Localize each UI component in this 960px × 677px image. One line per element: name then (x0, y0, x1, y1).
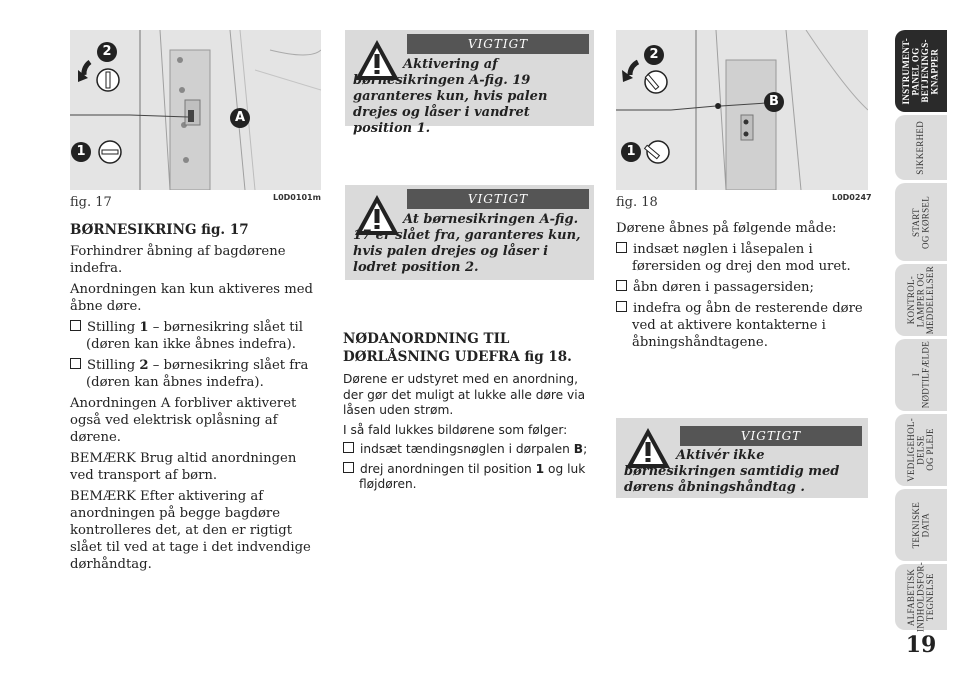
marker-2: 2 (97, 42, 117, 62)
note: BEMÆRK Brug altid anordningen ved transport af børn. (70, 451, 297, 483)
warning-label: VIGTIGT (680, 426, 862, 446)
list-item: drej anordningen til position 1 og luk fløjdøren. (343, 462, 596, 493)
checkbox-bullet-icon (343, 462, 354, 473)
paragraph: I så fald lukkes bildørene som følger: (343, 422, 568, 437)
tab-starting-driving[interactable] (895, 183, 947, 261)
figure-17 (70, 30, 321, 190)
paragraph: Dørene åbnes på følgende måde: (616, 221, 837, 236)
checkbox-bullet-icon (70, 358, 81, 369)
paragraph: Forhindrer åbning af bagdørene indefra. (70, 244, 286, 276)
left-column (70, 222, 322, 577)
list-item: Stilling 2 – børnesikring slået fra (døren kan åbnes indefra). (70, 357, 322, 391)
tab-warning-lights[interactable] (895, 264, 947, 336)
checkbox-bullet-icon (616, 301, 627, 312)
list-item: Stilling 1 – børnesikring slået til (døren kan ikke åbnes indefra). (70, 319, 322, 353)
section-heading-child-lock: BØRNESIKRING fig. 17 (70, 222, 249, 238)
figure-18 (616, 30, 868, 190)
tab-label: TEKNISKE DATA (910, 501, 930, 549)
marker-1: 1 (71, 142, 91, 162)
tab-label: VEDLIGEHOL- DELSE OG PLEJE (905, 418, 935, 482)
section-heading-emergency-lock: NØDANORDNING TIL DØRLÅSNING UDEFRA fig 18. (343, 331, 572, 365)
tab-index[interactable] (895, 561, 947, 633)
tab-safety[interactable] (895, 115, 947, 180)
page-number: 19 (905, 632, 937, 658)
tab-label: I NØDTILFÆLDE (910, 341, 930, 409)
paragraph: Dørene er udstyret med en anordning, der gør det muligt at lukke alle døre via låsen uden strøm. (343, 372, 586, 417)
list-item: indsæt tændingsnøglen i dørpalen B; (343, 442, 596, 458)
checkbox-bullet-icon (616, 242, 627, 253)
figure-17-code: L0D0101m (273, 193, 321, 202)
paragraph: Anordningen A forbliver aktiveret også ved elektrisk oplåsning af dørene. (70, 396, 297, 445)
tab-label: SIKKERHED (915, 120, 926, 175)
paragraph: Anordningen kan kun aktiveres med åbne døre. (70, 282, 313, 314)
list-item: indefra og åbn de resterende døre ved at aktivere kontakterne i åbningshåndtagene. (616, 300, 868, 351)
warning-text: At børnesikringen A-fig. 17 er slået fra, garanteres kun, hvis palen drejes og låser i lodret position 2. (353, 212, 581, 275)
tab-maintenance[interactable] (895, 414, 947, 486)
middle-column (343, 330, 596, 497)
tab-technical-data[interactable] (895, 489, 947, 561)
tab-emergency[interactable] (895, 339, 947, 411)
warning-text: Aktivering af børnesikringen A-fig. 19 garanteres kun, hvis palen drejes og låser i vandret position 1. (353, 57, 548, 136)
checkbox-bullet-icon (616, 280, 627, 291)
marker-a: A (230, 108, 250, 128)
tab-label: INSTRUMENT- PANEL OG BETJENINGS- KNAPPER (901, 37, 940, 105)
marker-1: 1 (621, 142, 641, 162)
checkbox-bullet-icon (70, 320, 81, 331)
right-column (616, 220, 868, 355)
tab-label: START OG KØRSEL (910, 195, 930, 249)
list-item: åbn døren i passagersiden; (616, 279, 868, 296)
checkbox-bullet-icon (343, 442, 354, 453)
figure-18-code: L0D0247 (832, 193, 872, 202)
warning-box-1 (345, 30, 594, 136)
warning-label: VIGTIGT (407, 189, 589, 209)
tab-label: ALFABETISK INDHOLDSFOR- TEGNELSE (905, 561, 935, 633)
warning-box-2 (345, 185, 594, 280)
figure-18-caption: fig. 18 (616, 195, 658, 210)
marker-b: B (764, 92, 784, 112)
figure-17-caption: fig. 17 (70, 195, 112, 210)
warning-box-3 (616, 418, 868, 498)
note: BEMÆRK Efter aktivering af anordningen på begge bagdøre kontrolleres det, at den er rigtigt slået til ved at tage i det indvendige dørhåndtag. (70, 489, 311, 572)
warning-label: VIGTIGT (407, 34, 589, 54)
list-item: indsæt nøglen i låsepalen i førersiden og drej den mod uret. (616, 241, 868, 275)
tab-label: KONTROL- LAMPER OG MEDDELELSER (905, 265, 935, 335)
marker-2: 2 (644, 45, 664, 65)
warning-text: Aktivér ikke børnesikringen samtidig med dørens åbningshåndtag . (624, 448, 840, 495)
tab-instrument-panel[interactable] (895, 30, 947, 112)
